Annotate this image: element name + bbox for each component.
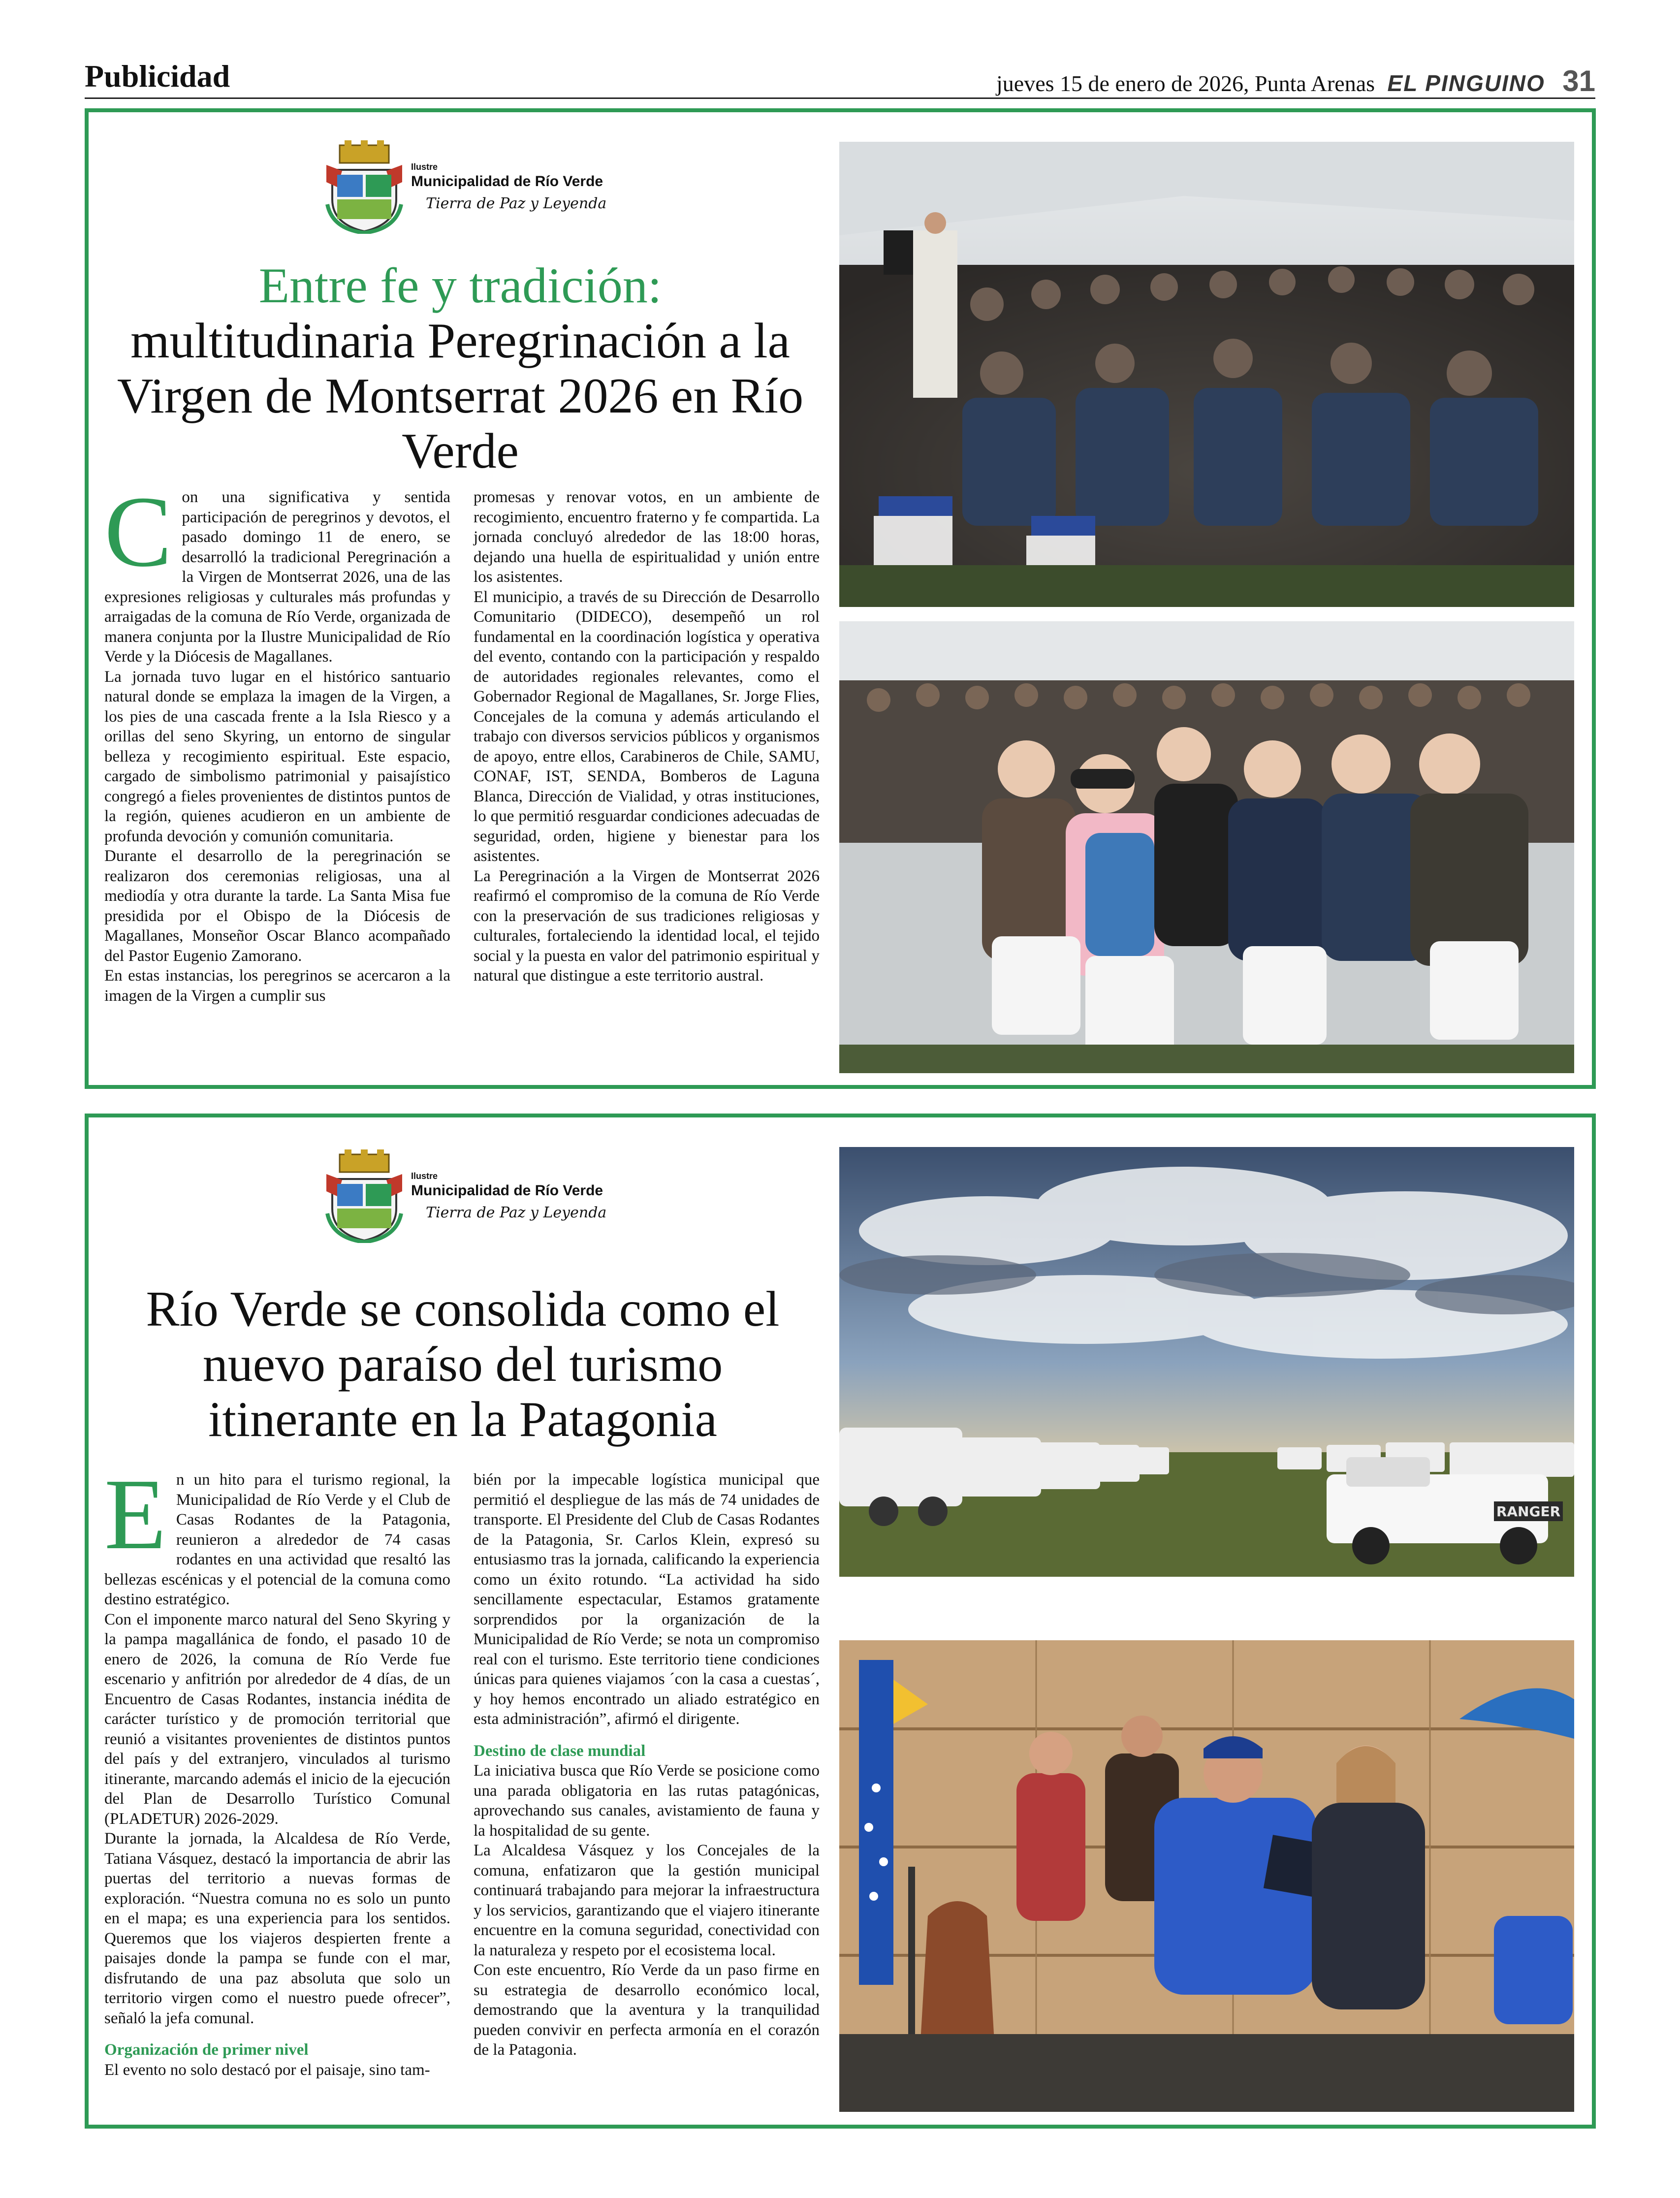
section-label: Publicidad <box>85 59 230 94</box>
article-1-dropcap: C <box>104 475 172 588</box>
logo-ilustre: Ilustre <box>411 1171 438 1181</box>
paragraph: Con el imponente marco natural del Seno Skyring y la pampa magallánica de fondo, el pasado 10 de enero de 2026, la comuna de Río Verde fue escenario y anfitrión por alrededor de 4 días, de un Encuentro de Casas Rodantes, instancia inédita de carácter turístico y de promoción territorial que reunió a visitantes provenientes de distintos puntos del país y del extranjero, vinculados al turismo itinerante, marcando además el inicio de la ejecución del Plan de Desarrollo Turístico Comunal (PLADETUR) 2026-2029. <box>104 1610 450 1828</box>
photo-tent-mass <box>839 142 1574 607</box>
municipality-logo-1 <box>322 140 606 234</box>
logo-tagline: Tierra de Paz y Leyenda <box>426 1204 607 1221</box>
logo-ilustre: Ilustre <box>411 162 438 172</box>
header-rule <box>85 97 1595 99</box>
paragraph: Durante el desarrollo de la peregrinación se realizaron dos ceremonias religiosas, una al mediodía y otra durante la tarde. La Santa Misa fue presidida por el Obispo de la Diócesis de Magallanes, Monseñor Oscar Blanco acompañado del Pastor Eugenio Zamorano. <box>104 847 450 965</box>
newspaper-brand: EL PINGUINO <box>1387 70 1545 96</box>
municipality-logo-2 <box>322 1149 606 1243</box>
subhead-destino: Destino de clase mundial <box>474 1742 646 1760</box>
paragraph: Durante la jornada, la Alcaldesa de Río Verde, Tatiana Vásquez, destacó la importancia de abrir las puertas del territorio a nuevas formas de exploración. “Nuestra comuna no es solo un punto en el mapa; es una experiencia para los sentidos. Queremos que los viajeros despierten frente a paisajes donde la pampa se funde con el mar, disfrutando de una paz absoluta que solo un territorio virgen como el nuestro puede ofrecer”, señaló la jefa comunal. <box>104 1830 450 2027</box>
paragraph: La iniciativa busca que Río Verde se posicione como una parada obligatoria en las rutas patagónicas, aprovechando sus canales, avistamiento de fauna y la hospitalidad de su gente. <box>474 1762 820 1840</box>
article-1-title <box>108 258 812 479</box>
paragraph: La Peregrinación a la Virgen de Montserrat 2026 reafirmó el compromiso de la comuna de Río Verde con la preservación de sus tradiciones religiosas y culturales, fortaleciendo la identidad local, el tejido social y la puesta en valor del patrimonio espiritual y natural que distingue a este territorio austral. <box>474 867 820 985</box>
paragraph: En estas instancias, los peregrinos se acercaron a la imagen de la Virgen a cumplir sus <box>104 967 450 1005</box>
truck-badge-text: RANGER <box>1496 1503 1561 1520</box>
article-1-title-green: Entre fe y tradición: <box>258 258 662 314</box>
photo-motorhomes-camp <box>839 1147 1574 1577</box>
logo-municipality: Municipalidad de Río Verde <box>411 173 603 190</box>
paragraph: El evento no solo destacó por el paisaje, sino tam- <box>104 2061 430 2079</box>
paragraph: on una significativa y sentida participación de peregrinos y devotos, el pasado domingo 11 de enero, se desarrolló la tradicional Peregrinación a la Virgen de Montserrat 2026, una de las expresiones religiosas y culturales más profundas y arraigadas de la comuna de Río Verde, organizada de manera conjunta por la Ilustre Municipalidad de Río Verde y la Diócesis de Magallanes. <box>104 488 450 666</box>
logo-municipality: Municipalidad de Río Verde <box>411 1182 603 1199</box>
article-2-column-2 <box>474 1470 820 2060</box>
dateline <box>996 64 1595 98</box>
article-1-column-1 <box>104 475 450 1006</box>
paragraph: La jornada tuvo lugar en el histórico santuario natural donde se emplaza la imagen de la Virgen, a los pies de una cascada frente a la Isla Riesco y a orillas del seno Skyring, un entorno de singular belleza y recogimiento espiritual. Este espacio, cargado de simbolismo patrimonial y paisajístico congregó a fieles provenientes de distintos puntos de la región, quienes acudieron en un ambiente de profunda devoción y comunión comunitaria. <box>104 668 450 845</box>
coat-of-arms-icon <box>322 140 406 234</box>
article-2-title: Río Verde se consolida como el nuevo paraíso del turismo itinerante en la Patagonia <box>146 1281 780 1447</box>
article-2-column-1 <box>104 1458 450 2080</box>
coat-of-arms-icon <box>322 1149 406 1243</box>
paragraph: n un hito para el turismo regional, la Municipalidad de Río Verde y el Club de Casas Rodantes de la Patagonia, reunieron a alrededor de 74 casas rodantes en una actividad que resaltó las bellezas escénicas y el potencial de la comuna como destino estratégico. <box>104 1471 450 1608</box>
article-2-dropcap: E <box>104 1458 166 1570</box>
article-1-title-rest: multitudinaria Peregrinación a la Virgen de Montserrat 2026 en Río Verde <box>117 313 804 479</box>
article-1-column-2 <box>474 487 820 986</box>
paragraph: La Alcaldesa Vásquez y los Concejales de la comuna, enfatizaron que la gestión municipal continuará trabajando para mejorar la infraestructura y los servicios, garantizando que el viajero itinerante encuentre en la comuna seguridad, conectividad con la naturaleza y respeto por el ecosistema local. <box>474 1842 820 1959</box>
page-number: 31 <box>1562 64 1595 97</box>
paragraph: El municipio, a través de su Dirección de Desarrollo Comunitario (DIDECO), desempeñó un rol fundamental en la coordinación logística y operativa del evento, contando con la participación y respaldo de autoridades regionales relevantes, como el Gobernador Regional de Magallanes, Sr. Jorge Flies, Concejales de la comuna y además articulando el trabajo con diversos servicios públicos y organismos de apoyo, entre ellos, Carabineros de Chile, SAMU, CONAF, IST, SENDA, Bomberos de Laguna Blanca, Dirección de Vialidad, y otras instituciones, lo que permitió resguardar condiciones adecuadas de seguridad, orden, higiene y bienestar para los asistentes. <box>474 588 820 865</box>
subhead-organizacion: Organización de primer nivel <box>104 2041 309 2059</box>
logo-tagline: Tierra de Paz y Leyenda <box>426 195 607 212</box>
paragraph: bién por la impecable logística municipal que permitió el despliegue de las más de 74 unidades de transporte. El Presidente del Club de Casas Rodantes de la Patagonia, Sr. Carlos Klein, expresó su entusiasmo tras la jornada, calificando la experiencia como un éxito rotundo. “La actividad ha sido sencillamente espectacular, Estamos gratamente sorprendidos por la organización de la Municipalidad de Río Verde; se nota un compromiso real con el turismo. Este territorio tiene condiciones únicas para quienes viajamos ´con la casa a cuestas´, y hoy hemos encontrado un aliado estratégico en esta administración”, afirmó el dirigente. <box>474 1471 820 1728</box>
paragraph: Con este encuentro, Río Verde da un paso firme en su estrategia de desarrollo económico local, demostrando que la aventura y la tranquilidad pueden convivir en perfecta armonía en el corazón de la Patagonia. <box>474 1961 820 2059</box>
photo-seated-attendees <box>839 621 1574 1073</box>
date-text: jueves 15 de enero de 2026, Punta Arenas <box>996 71 1375 96</box>
photo-award-ceremony <box>839 1640 1574 2112</box>
paragraph: promesas y renovar votos, en un ambiente de recogimiento, encuentro fraterno y fe compartida. La jornada concluyó alrededor de las 18:00 horas, dejando una huella de espiritualidad y unión entre los asistentes. <box>474 488 820 586</box>
